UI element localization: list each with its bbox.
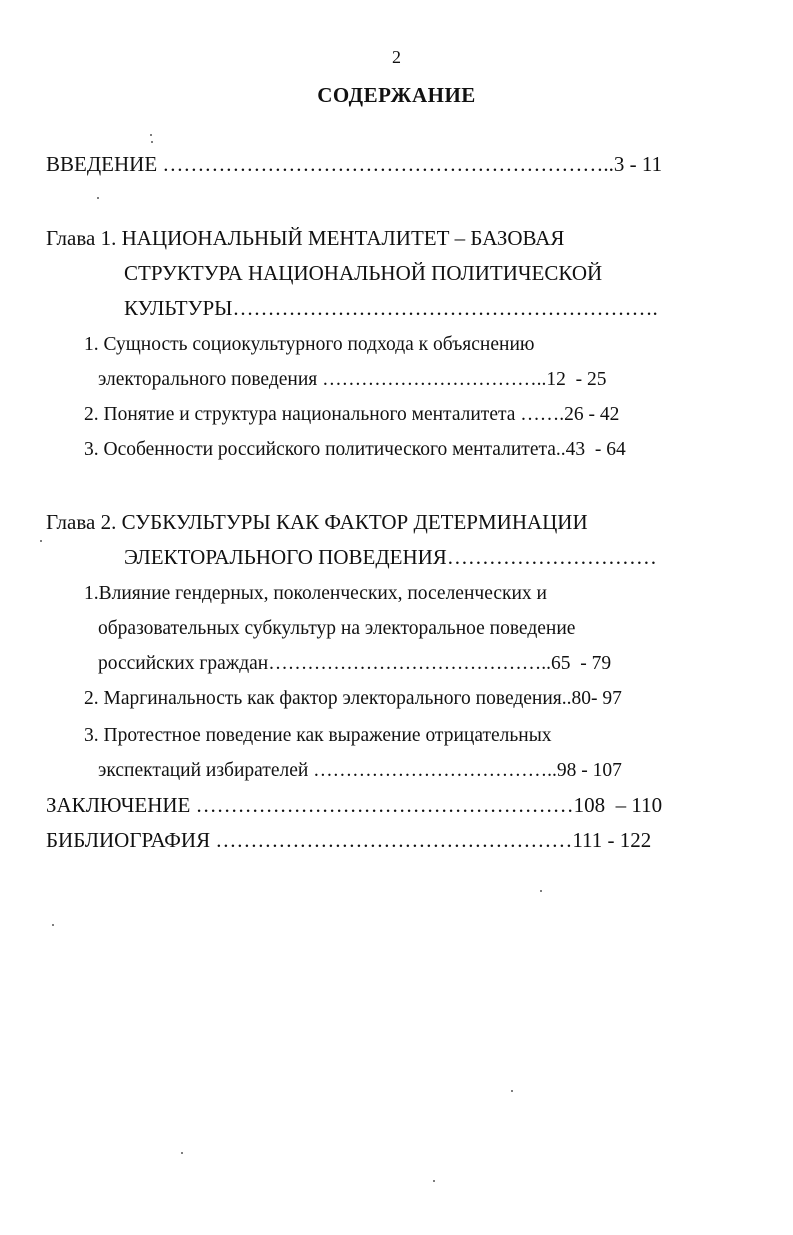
scan-speck [52, 924, 54, 926]
chapter1-title-line2: СТРУКТУРА НАЦИОНАЛЬНОЙ ПОЛИТИЧЕСКОЙ [124, 261, 603, 285]
page-number: 2 [392, 47, 401, 67]
scan-speck [181, 1152, 183, 1154]
chapter2-item2: 2. Маргинальность как фактор электорального поведения..80- 97 [84, 688, 622, 709]
scan-speck [511, 1090, 513, 1092]
chapter1-title-line1: Глава 1. НАЦИОНАЛЬНЫЙ МЕНТАЛИТЕТ – БАЗОВАЯ [46, 226, 565, 250]
chapter1-title-line3: КУЛЬТУРЫ……………………………………………………. [124, 296, 658, 320]
chapter1-item1-line1: 1. Сущность социокультурного подхода к объяснению [84, 334, 535, 355]
scan-speck [150, 134, 152, 136]
chapter2-item1-line2: образовательных субкультур на электоральное поведение [98, 618, 576, 639]
chapter1-item3: 3. Особенности российского политического менталитета..43 - 64 [84, 439, 626, 460]
toc-bibliography: БИБЛИОГРАФИЯ ……………………………………………111 - 122 [46, 828, 652, 852]
chapter2-item1-line1: 1.Влияние гендерных, поколенческих, поселенческих и [84, 583, 547, 604]
chapter2-item3-line2: экспектаций избирателей ………………………………..98 - 107 [98, 760, 622, 781]
chapter2-item3-line1: 3. Протестное поведение как выражение отрицательных [84, 725, 552, 746]
scan-speck [540, 890, 542, 892]
page-title: СОДЕРЖАНИЕ [317, 83, 476, 107]
scan-speck [97, 197, 99, 199]
toc-intro: ВВЕДЕНИЕ ………………………………………………………..3 - 11 [46, 152, 663, 176]
chapter1-item1-line2: электорального поведения ……………………………..12 - 25 [98, 369, 607, 390]
chapter2-item1-line3: российских граждан……………………………………..65 - 79 [98, 653, 612, 674]
scan-speck [151, 141, 153, 143]
scan-speck [433, 1180, 435, 1182]
chapter2-title-line2: ЭЛЕКТОРАЛЬНОГО ПОВЕДЕНИЯ………………………… [124, 545, 657, 569]
chapter2-title-line1: Глава 2. СУБКУЛЬТУРЫ КАК ФАКТОР ДЕТЕРМИНАЦИИ [46, 510, 588, 534]
toc-conclusion: ЗАКЛЮЧЕНИЕ ………………………………………………108 – 110 [46, 793, 663, 817]
scan-speck [40, 540, 42, 542]
chapter1-item2: 2. Понятие и структура национального менталитета …….26 - 42 [84, 404, 620, 425]
